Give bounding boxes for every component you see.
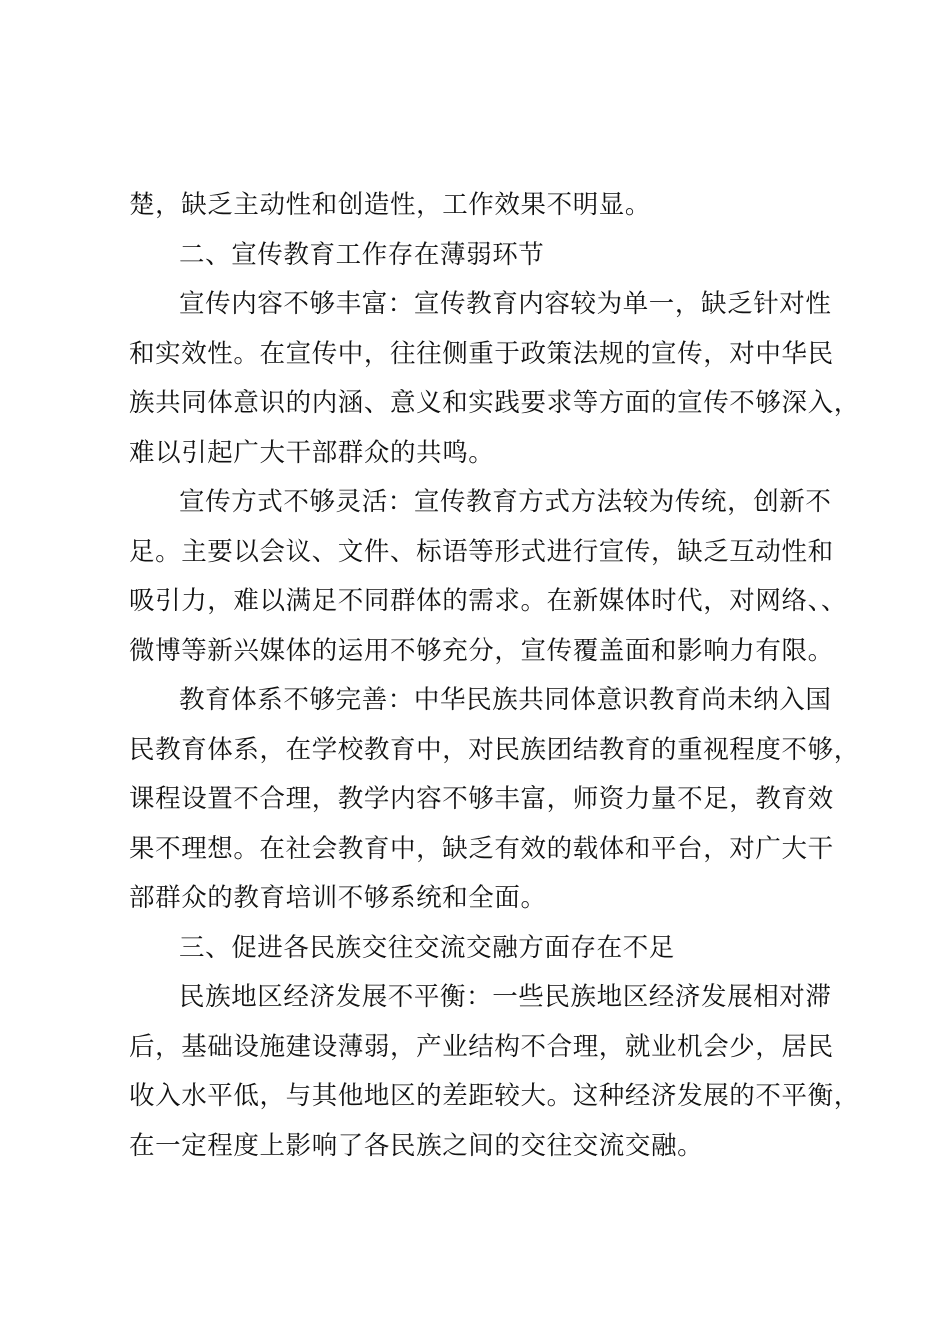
text-line: 吸引力，难以满足不同群体的需求。在新媒体时代，对网络、、 <box>129 586 848 616</box>
document-body <box>129 181 860 1171</box>
text-line: 在一定程度上影响了各民族之间的交往交流交融。 <box>129 1130 704 1161</box>
text-line: 果不理想。在社会教育中，缺乏有效的载体和平台，对广大干 <box>129 833 834 864</box>
text-line: 课程设置不合理，教学内容不够丰富，师资力量不足，教育效 <box>129 784 834 814</box>
paragraph-first-line: 民族地区经济发展不平衡：一些民族地区经济发展相对滞 <box>179 982 832 1012</box>
text-line: 民教育体系，在学校教育中，对民族团结教育的重视程度不够， <box>129 734 860 765</box>
text-line: 收入水平低，与其他地区的差距较大。这种经济发展的不平衡， <box>129 1081 860 1111</box>
paragraph-first-line: 宣传方式不够灵活：宣传教育方式方法较为传统，创新不 <box>179 487 832 517</box>
section-heading: 二、宣传教育工作存在薄弱环节 <box>179 239 545 270</box>
text-line: 足。主要以会议、文件、标语等形式进行宣传，缺乏互动性和 <box>129 536 834 567</box>
text-line: 楚，缺乏主动性和创造性，工作效果不明显。 <box>129 190 652 220</box>
text-line: 和实效性。在宣传中，往往侧重于政策法规的宣传，对中华民 <box>129 338 834 369</box>
text-line: 部群众的教育培训不够系统和全面。 <box>129 883 547 913</box>
section-heading: 三、促进各民族交往交流交融方面存在不足 <box>179 932 675 963</box>
text-line: 族共同体意识的内涵、意义和实践要求等方面的宣传不够深入， <box>129 388 860 418</box>
paragraph-first-line: 宣传内容不够丰富：宣传教育内容较为单一，缺乏针对性 <box>179 289 832 319</box>
text-line: 难以引起广大干部群众的共鸣。 <box>129 437 495 468</box>
text-line: 后，基础设施建设薄弱，产业结构不合理，就业机会少，居民 <box>129 1031 834 1062</box>
paragraph-first-line: 教育体系不够完善：中华民族共同体意识教育尚未纳入国 <box>179 685 832 715</box>
text-line: 微博等新兴媒体的运用不够充分，宣传覆盖面和影响力有限。 <box>129 635 834 666</box>
